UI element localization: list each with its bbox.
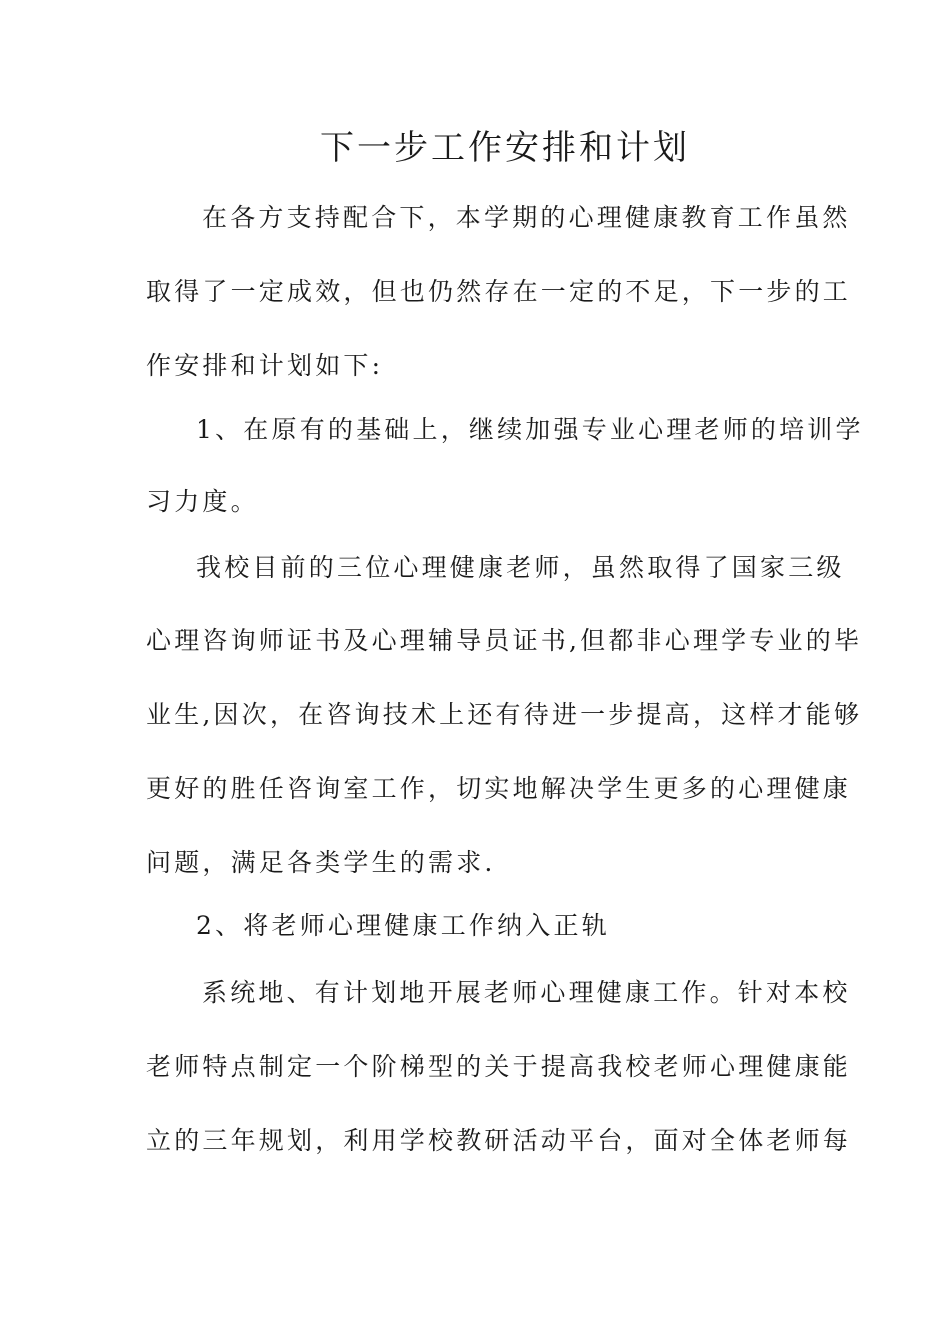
paragraph-2-line-4: 更好的胜任咨询室工作，切实地解决学生更多的心理健康 [146, 774, 852, 803]
paragraph-2-line-1: 我校目前的三位心理健康老师，虽然取得了国家三级 [196, 553, 845, 582]
paragraph-3-line-1: 系统地、有计划地开展老师心理健康工作。针对本校 [202, 978, 851, 1007]
paragraph-1-line-1: 在各方支持配合下，本学期的心理健康教育工作虽然 [202, 203, 851, 232]
paragraph-3-line-2: 老师特点制定一个阶梯型的关于提高我校老师心理健康能 [146, 1052, 852, 1081]
paragraph-3-line-3: 立的三年规划，利用学校教研活动平台，面对全体老师每 [146, 1126, 852, 1155]
paragraph-2-line-2: 心理咨询师证书及心理辅导员证书,但都非心理学专业的毕 [146, 626, 863, 655]
paragraph-2-line-5: 问题，满足各类学生的需求. [146, 848, 496, 877]
paragraph-1-line-3: 作安排和计划如下: [146, 351, 384, 380]
item-1-line-2: 习力度。 [146, 487, 259, 516]
paragraph-1-line-2: 取得了一定成效，但也仍然存在一定的不足，下一步的工 [146, 277, 852, 306]
item-2-heading: 2、将老师心理健康工作纳入正轨 [196, 911, 610, 940]
item-1-line-1: 1、在原有的基础上，继续加强专业心理老师的培训学 [196, 415, 864, 444]
paragraph-2-line-3: 业生,因次，在咨询技术上还有待进一步提高，这样才能够 [146, 700, 863, 729]
document-title: 下一步工作安排和计划 [320, 128, 690, 168]
